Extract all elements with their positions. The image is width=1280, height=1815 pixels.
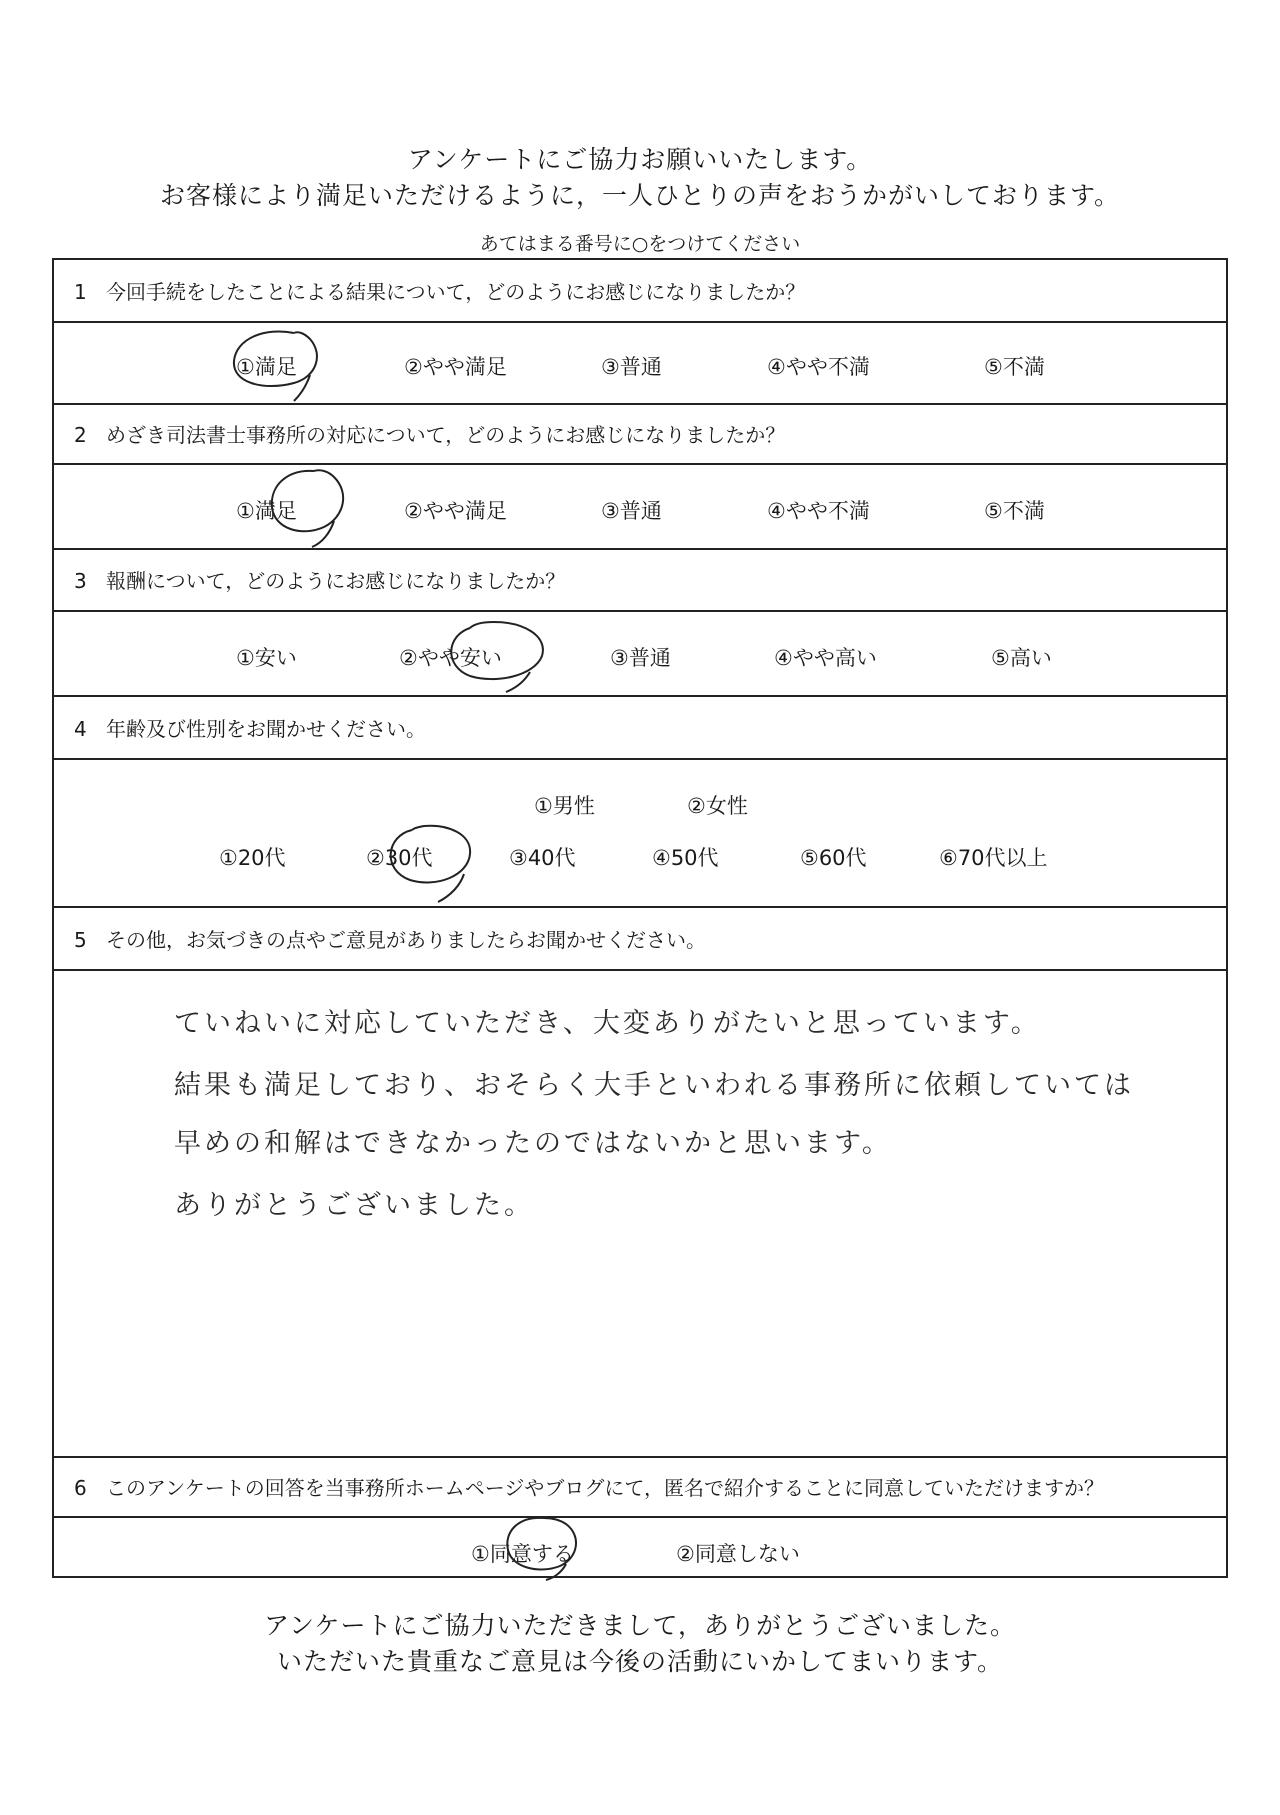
question-text: 報酬について，どのようにお感じになりましたか？ — [106, 569, 566, 593]
option-female[interactable]: ②女性 — [687, 794, 748, 818]
question-1-options — [54, 323, 1226, 405]
handwritten-comment-line: ていねいに対応していただき、大変ありがたいと思っています。 — [174, 1008, 1041, 1039]
option-age-30s[interactable]: ②30代 — [366, 846, 433, 870]
question-2-options — [54, 465, 1226, 550]
option-somewhat-cheap[interactable]: ②やや安い — [399, 646, 502, 670]
question-4-options — [54, 760, 1226, 908]
comment-area[interactable] — [54, 971, 1226, 1458]
option-age-40s[interactable]: ③40代 — [509, 846, 576, 870]
option-disagree[interactable]: ②同意しない — [676, 1542, 800, 1566]
question-number: 5 — [74, 928, 87, 952]
question-number: 6 — [74, 1476, 87, 1500]
question-text: めざき司法書士事務所の対応について，どのようにお感じになりましたか？ — [106, 423, 786, 447]
option-age-50s[interactable]: ④50代 — [652, 846, 719, 870]
option-satisfied[interactable]: ①満足 — [236, 355, 297, 379]
question-text: 年齢及び性別をお聞かせください。 — [106, 717, 426, 741]
option-satisfied[interactable]: ①満足 — [236, 499, 297, 523]
question-text: その他，お気づきの点やご意見がありましたらお聞かせください。 — [106, 928, 706, 952]
question-number: 1 — [74, 280, 87, 304]
question-number: 3 — [74, 569, 87, 593]
survey-intro-line1: アンケートにご協力お願いいたします。 — [407, 145, 873, 174]
option-somewhat-satisfied[interactable]: ②やや満足 — [404, 499, 507, 523]
option-dissatisfied[interactable]: ⑤不満 — [984, 499, 1045, 523]
option-age-70s-plus[interactable]: ⑥70代以上 — [939, 846, 1048, 870]
option-expensive[interactable]: ⑤高い — [991, 646, 1052, 670]
question-6-options — [54, 1518, 1226, 1580]
survey-intro-line2: お客様により満足いただけるように，一人ひとりの声をおうかがいしております。 — [159, 181, 1120, 210]
question-text: 今回手続をしたことによる結果について，どのようにお感じになりましたか？ — [106, 280, 806, 304]
option-neutral[interactable]: ③普通 — [601, 355, 662, 379]
option-cheap[interactable]: ①安い — [236, 646, 297, 670]
question-5-header — [54, 908, 1226, 971]
option-age-60s[interactable]: ⑤60代 — [800, 846, 867, 870]
question-number: 4 — [74, 717, 87, 741]
option-age-20s[interactable]: ①20代 — [219, 846, 286, 870]
question-3-options — [54, 612, 1226, 697]
question-4-header — [54, 697, 1226, 760]
option-neutral[interactable]: ③普通 — [601, 499, 662, 523]
option-dissatisfied[interactable]: ⑤不満 — [984, 355, 1045, 379]
handwritten-comment-line: 結果も満足しており、おそらく大手といわれる事務所に依頼していては — [174, 1070, 1134, 1101]
option-male[interactable]: ①男性 — [534, 794, 595, 818]
option-somewhat-expensive[interactable]: ④やや高い — [774, 646, 877, 670]
question-1-header — [54, 260, 1226, 323]
question-number: 2 — [74, 423, 87, 447]
handwritten-comment-line: 早めの和解はできなかったのではないかと思います。 — [174, 1128, 892, 1159]
option-somewhat-dissatisfied[interactable]: ④やや不満 — [767, 499, 870, 523]
question-2-header — [54, 405, 1226, 465]
option-somewhat-dissatisfied[interactable]: ④やや不満 — [767, 355, 870, 379]
handwritten-comment-line: ありがとうございました。 — [174, 1190, 534, 1221]
option-agree[interactable]: ①同意する — [471, 1542, 574, 1566]
survey-form — [52, 258, 1228, 1578]
thanks-line2: いただいた貴重なご意見は今後の活動にいかしてまいります。 — [276, 1647, 1003, 1676]
option-somewhat-satisfied[interactable]: ②やや満足 — [404, 355, 507, 379]
question-3-header — [54, 550, 1226, 612]
question-6-header — [54, 1458, 1226, 1518]
question-text: このアンケートの回答を当事務所ホームページやブログにて，匿名で紹介することに同意していただけますか？ — [106, 1476, 1104, 1500]
option-neutral[interactable]: ③普通 — [610, 646, 671, 670]
survey-instruction: あてはまる番号に○をつけてください — [479, 233, 801, 255]
thanks-line1: アンケートにご協力いただきまして，ありがとうございました。 — [263, 1611, 1016, 1640]
